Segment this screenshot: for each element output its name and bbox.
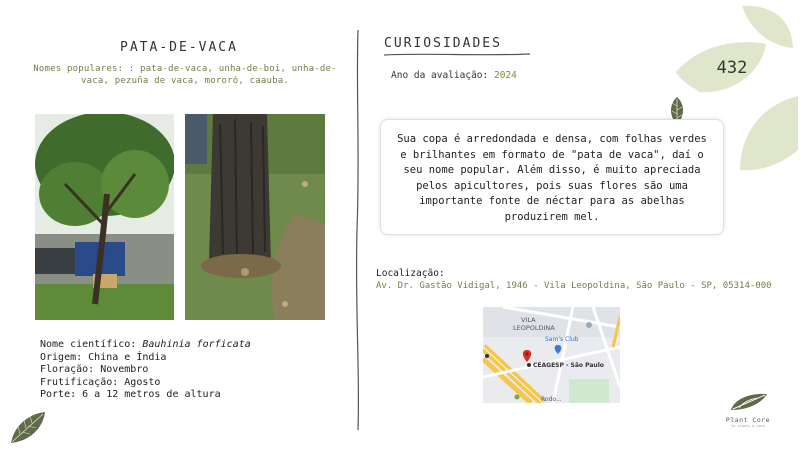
trunk-photo — [185, 114, 325, 320]
plant-title: PATA-DE-VACA — [120, 40, 238, 55]
leaf-top-icon — [742, 6, 793, 48]
scientific-name-label: Nome científico: — [40, 339, 137, 350]
scientific-name-value: Bauhinia forficata — [142, 339, 251, 350]
flowering-row: Floração: Novembro — [40, 364, 149, 376]
vertical-divider — [352, 30, 364, 430]
map-poi-store: Sam's Club — [545, 336, 579, 343]
logo-leaf-icon — [727, 392, 769, 412]
map-road: Rodo... — [541, 396, 562, 403]
location-map[interactable] — [483, 307, 620, 403]
plant-number: 432 — [716, 58, 748, 78]
title-underline — [384, 52, 530, 57]
evaluation-year — [391, 70, 517, 81]
origin-row: Origem: China e Índia — [40, 351, 167, 363]
map-district-1: VILA — [521, 316, 536, 324]
map-district-2: LEOPOLDINA — [513, 324, 555, 332]
corner-leaf-icon — [8, 410, 48, 446]
popular-names: Nomes populares: : pata-de-vaca, unha-de-boi, unha-de-vaca, pezuña de vaca, mororó, caauba. — [33, 64, 337, 86]
year-label: Ano da avaliação: — [391, 70, 489, 81]
map-poi-marker: CEAGESP - São Paulo — [533, 362, 604, 369]
scientific-name-row — [40, 339, 251, 352]
size-row: Porte: 6 a 12 metros de altura — [40, 389, 221, 401]
curiosity-card — [380, 119, 724, 235]
plant-facts — [40, 339, 251, 402]
location-label: Localização: — [376, 268, 445, 279]
tree-photo — [35, 114, 174, 320]
location-address: Av. Dr. Gastão Vidigal, 1946 - Vila Leopoldina, São Paulo - SP, 05314-000 — [376, 281, 772, 291]
logo-name: Plant Core — [725, 416, 771, 424]
logo-tagline: to plants & care — [731, 424, 765, 428]
year-value: 2024 — [493, 70, 517, 81]
fruiting-row: Frutificação: Agosto — [40, 376, 161, 388]
plant-core-logo — [720, 392, 776, 428]
curiosity-text: Sua copa é arredondada e densa, com folhas verdes e brilhantes em formato de "pata de vaca", daí o seu nome popular. Além disso, é muito apreciada pelos apicultores, pois suas flores são uma importante fonte de néctar para as abelhas produzirem mel. — [397, 133, 707, 223]
leaf-bottom-icon — [740, 96, 798, 170]
curiosities-title: CURIOSIDADES — [384, 36, 502, 51]
